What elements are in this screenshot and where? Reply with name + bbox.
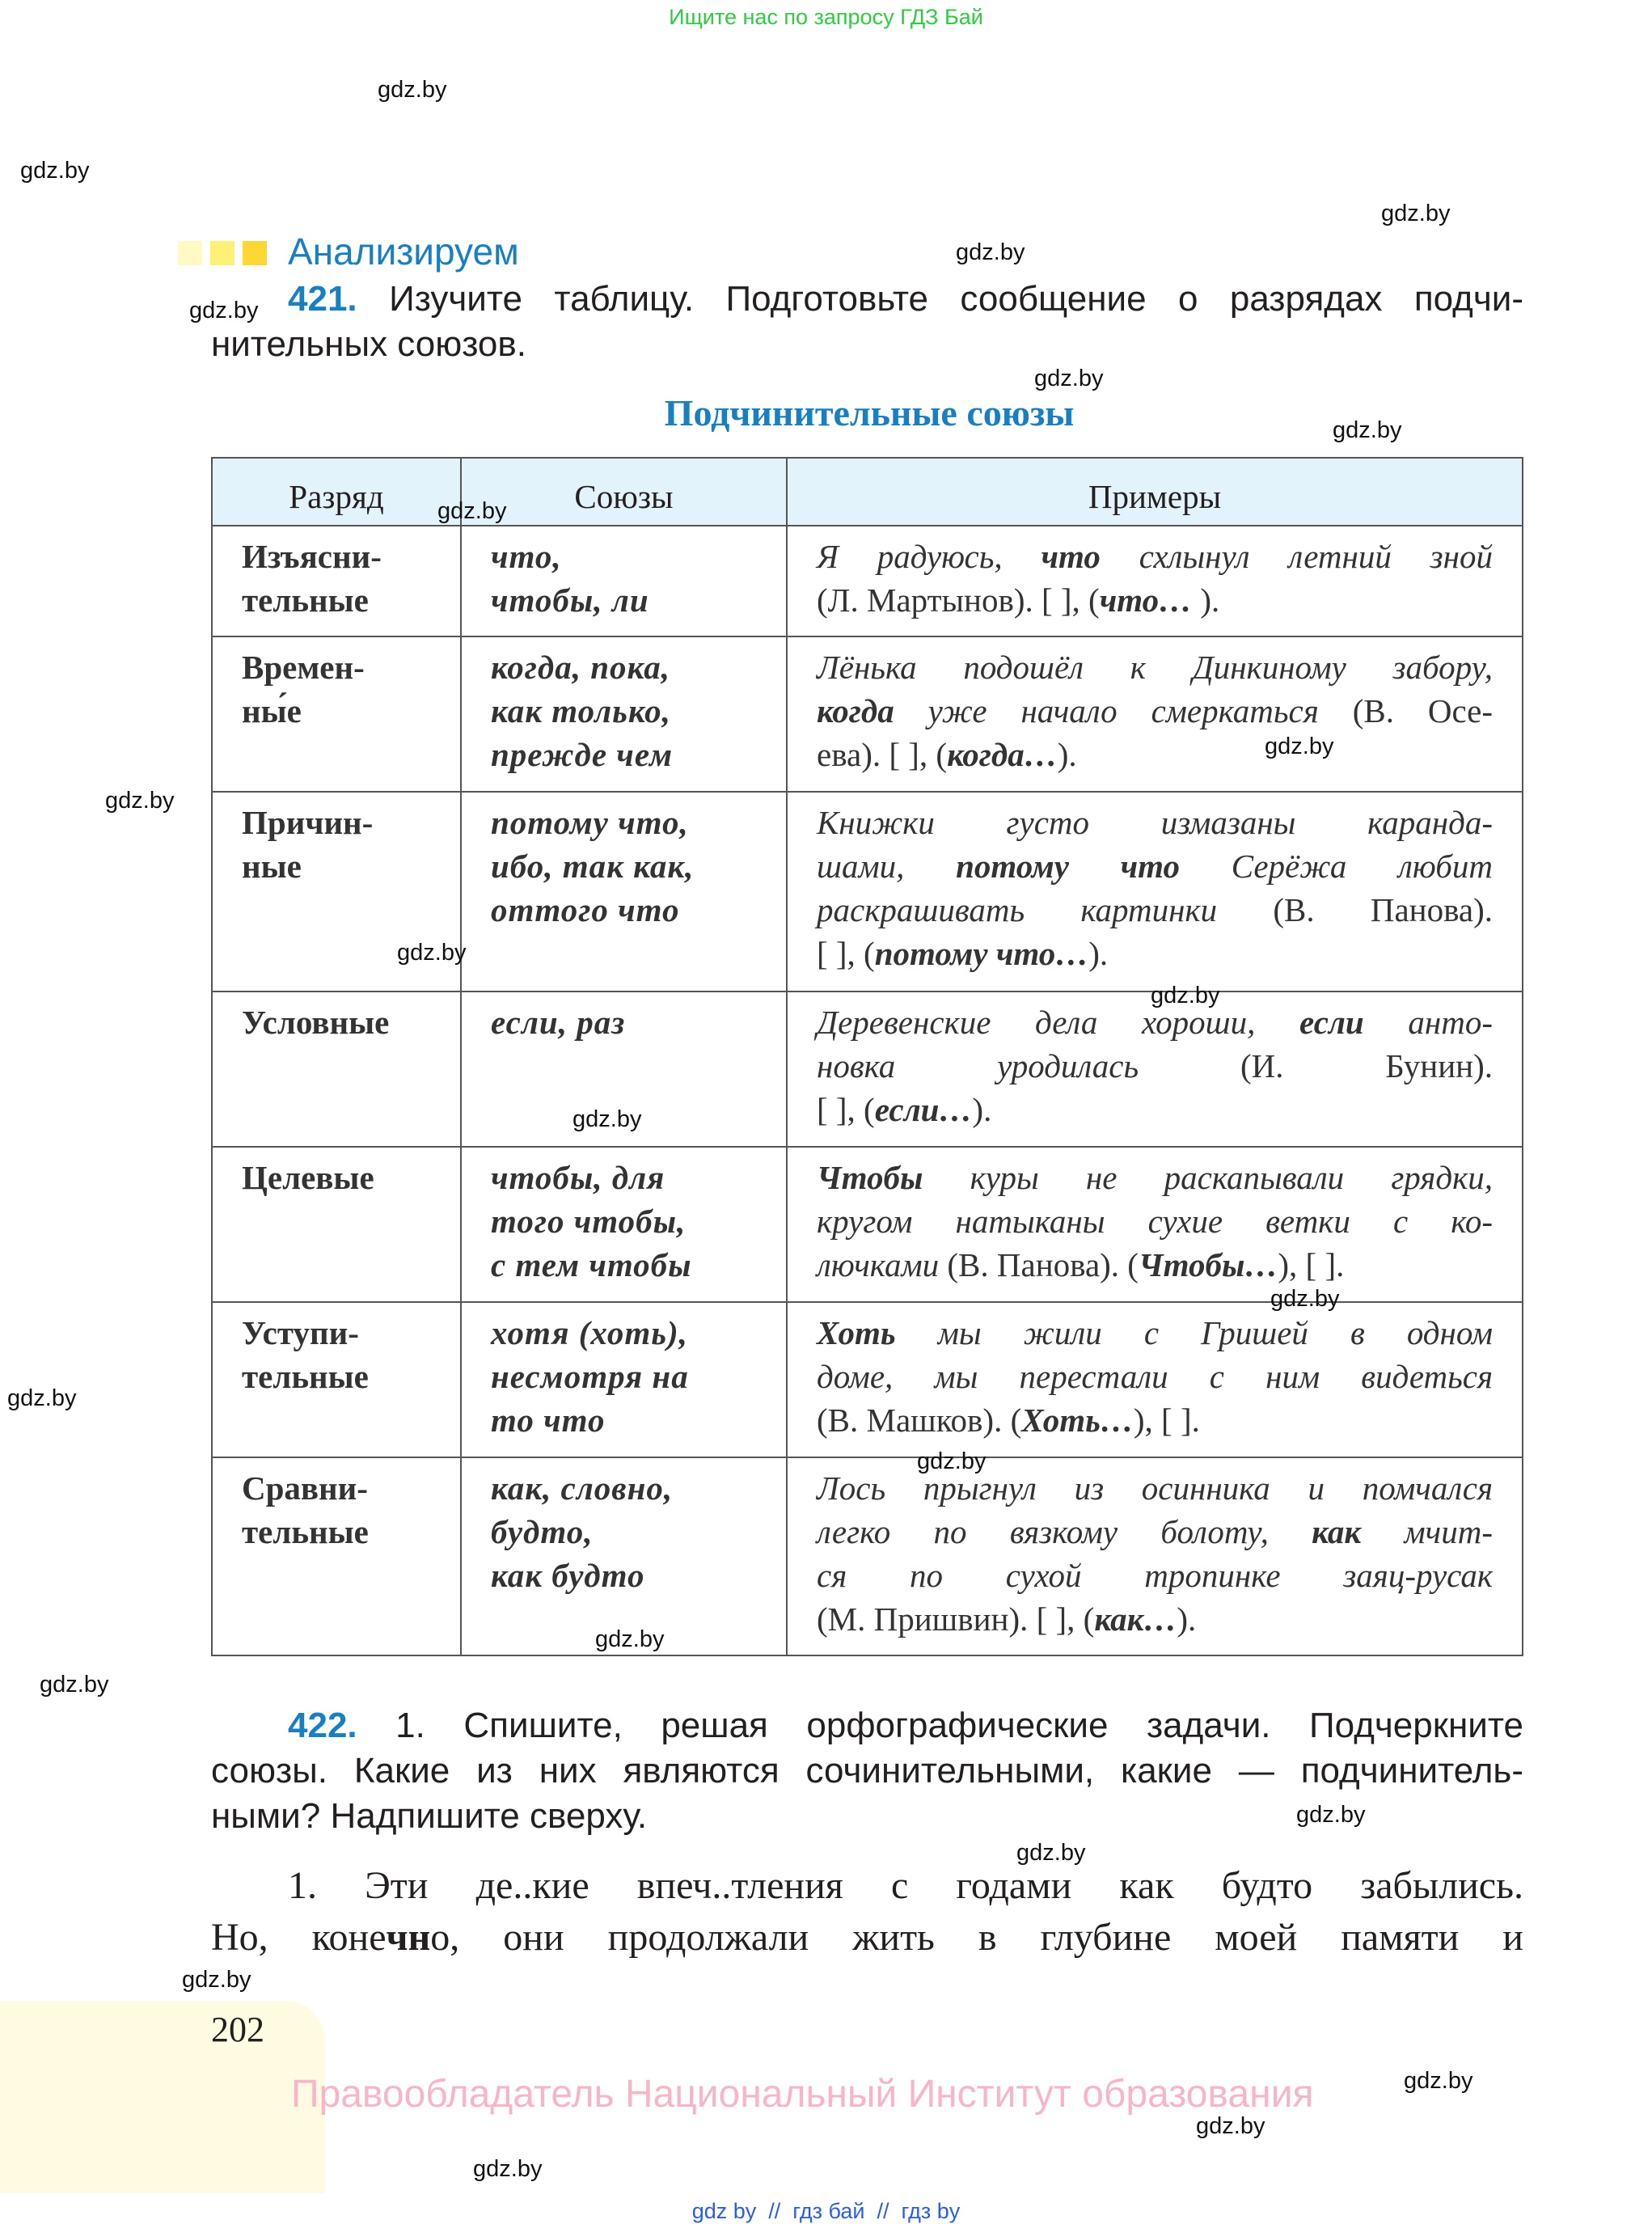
task-number: 421. [288,279,357,319]
example-text: Лёнька подошёл к Динкиному забору, [817,649,1493,686]
example-text: шами, [817,848,957,885]
example-conjunction: Хоть [817,1314,896,1351]
copyright-notice: Правообладатель Национальный Институт образования [291,2073,1314,2116]
header-conjunctions: Союзы [461,458,787,526]
conjunction-line: прежде чем [491,736,674,773]
example-line [817,1398,1493,1442]
watermark: gdz.by [20,158,90,184]
conjunctions-cell [461,1302,787,1457]
watermark: gdz.by [1265,734,1334,759]
example-line [817,1088,1493,1131]
marker-square [210,241,234,265]
conjunction-line: хотя (хоть), [491,1314,688,1351]
sentence-line: 1. Эти де..кие впеч..тления с годами как будто забылись. [288,1864,1523,1907]
footer-links[interactable]: gdz by // гдз бай // гдз by [691,2199,961,2223]
example-text: раскрашивать картинки [817,891,1218,928]
example-conjunction: потому что [956,848,1181,885]
top-search-note: Ищите нас по запросу ГДЗ Бай [669,5,983,29]
example-conjunction: как… [1094,1600,1177,1638]
example-cell [787,636,1523,792]
example-text: схлынул летний зной [1100,538,1493,575]
example-line [817,1554,1493,1597]
conjunction-line: ибо, так как, [491,848,695,885]
example-line [817,844,1493,888]
example-conjunction: потому что… [874,935,1089,972]
table-row [212,1147,1523,1302]
watermark: gdz.by [189,298,259,323]
example-text: ). [1088,935,1109,972]
example-cell [787,991,1523,1147]
task-text: союзы. Какие из них являются сочинительными, какие — подчинитель- [211,1751,1523,1791]
watermark: gdz.by [1196,2113,1265,2139]
category-line: Причин- [242,804,374,841]
watermark: gdz.by [1333,417,1402,443]
example-text: Серёжа любит [1180,848,1493,885]
header-examples: Примеры [787,458,1523,526]
watermark: gdz.by [40,1672,109,1698]
example-line [817,1044,1493,1088]
example-line [817,1156,1493,1199]
example-text: [ ], ( [817,1091,875,1128]
example-line [817,645,1493,689]
example-text: Лось прыгнул из осинника и помчался [817,1469,1493,1507]
example-text: легко по вязкому болоту, [817,1513,1312,1550]
conjunctions-table [211,457,1523,1656]
example-cell [787,792,1523,991]
example-text: ), [ ]. [1133,1402,1200,1439]
example-text: (В. Панова). [1217,891,1494,928]
conjunction-line: как, словно, [491,1469,674,1507]
example-text: Деревенские дела хороши, [817,1004,1300,1041]
example-text: ). [1057,736,1077,773]
watermark: gdz.by [182,1967,251,1993]
category-line: тельные [242,581,369,619]
category-cell [212,636,461,792]
example-text: (В. Панова). ( [939,1246,1139,1283]
example-line [817,578,1493,622]
example-text: ). [1177,1600,1197,1638]
example-line [817,1510,1493,1554]
category-cell [212,1457,461,1655]
conjunction-line: когда, пока, [491,649,671,686]
example-conjunction: если [1299,1004,1364,1041]
example-line [817,932,1493,975]
example-conjunction: что… [1099,581,1201,619]
category-line: Времен- [242,649,365,686]
example-line [817,1597,1493,1641]
example-line [817,1199,1493,1243]
conjunction-line: что, [491,538,562,575]
sentence-part-bold: чн [386,1916,431,1959]
conjunction-line: как будто [491,1557,645,1594]
conjunction-line: того чтобы, [491,1203,687,1240]
example-cell [787,1302,1523,1457]
watermark: gdz.by [1151,983,1220,1008]
conjunction-line: оттого что [491,891,680,928]
table-row [212,526,1523,636]
example-cell [787,1147,1523,1302]
watermark: gdz.by [473,2156,543,2182]
page-corner-decoration [0,2001,325,2193]
category-line: Целевые [242,1159,374,1196]
page-number: 202 [211,2010,264,2049]
example-text: Книжки густо измазаны каранда- [817,804,1493,841]
example-conjunction: когда… [947,736,1058,773]
table-row [212,1302,1523,1457]
conjunction-line: с тем чтобы [491,1246,692,1283]
marker-square [243,241,267,265]
watermark: gdz.by [1270,1286,1340,1312]
example-text: (В. Осе- [1318,692,1493,729]
example-line [817,801,1493,844]
section-title: Анализируем [288,230,519,273]
example-conjunction: если… [874,1091,973,1128]
example-line [817,535,1493,578]
watermark: gdz.by [7,1385,77,1411]
example-conjunction: когда [817,692,894,729]
conjunctions-cell [461,636,787,792]
example-conjunction: Чтобы [817,1159,923,1196]
example-line [817,1243,1493,1287]
category-line: ны́е [242,692,302,729]
example-cell [787,526,1523,636]
category-line: тельные [242,1513,369,1550]
example-text: анто- [1363,1004,1493,1041]
example-text: (В. Машков). ( [817,1402,1022,1439]
example-text: куры не раскапывали грядки, [923,1159,1493,1196]
conjunction-line: если, раз [491,1004,626,1041]
example-line [817,888,1493,932]
example-line [817,689,1493,733]
watermark: gdz.by [595,1626,665,1652]
category-cell [212,1147,461,1302]
example-conjunction: Чтобы… [1138,1246,1278,1283]
example-cell [787,1457,1523,1655]
conjunction-line: потому что, [491,804,689,841]
header-category: Разряд [212,458,461,526]
exercise-sentence [211,1860,1523,1964]
conjunction-line: как только, [491,692,671,729]
example-text: [ ], ( [817,935,875,972]
watermark: gdz.by [105,788,175,814]
example-line [817,1311,1493,1355]
watermark: gdz.by [1016,1840,1086,1866]
task-421 [211,277,1523,367]
table-row [212,991,1523,1147]
task-text: 1. Спишите, решая орфографические задачи. Подчеркните [395,1706,1523,1745]
example-text: мчит- [1361,1513,1493,1550]
conjunction-line: то что [491,1402,606,1439]
watermark: gdz.by [378,77,447,103]
task-text: нительных союзов. [211,324,527,364]
marker-square [178,241,202,265]
watermark: gdz.by [956,239,1025,265]
category-line: тельные [242,1358,369,1395]
section-marker [178,241,267,265]
example-conjunction: что [1041,538,1101,575]
example-conjunction: как [1312,1513,1362,1550]
conjunction-line: чтобы, ли [491,581,649,619]
example-text: доме, мы перестали с ним видеться [817,1358,1493,1395]
example-text: ева). [ ], ( [817,736,948,773]
watermark: gdz.by [1404,2068,1473,2094]
table-row [212,1457,1523,1655]
task-number: 422. [288,1706,357,1745]
category-cell [212,991,461,1147]
example-text: (Л. Мартынов). [ ], ( [817,581,1100,619]
example-text: (И. Бунин). [1139,1047,1493,1085]
conjunction-line: чтобы, для [491,1159,665,1196]
watermark: gdz.by [917,1448,987,1474]
watermark: gdz.by [1381,201,1451,226]
example-text: ). [1200,581,1220,619]
category-cell [212,1302,461,1457]
example-text: кругом натыканы сухие ветки с ко- [817,1203,1493,1240]
table-row [212,636,1523,792]
conjunction-line: будто, [491,1513,594,1550]
example-text: Я радуюсь, [817,538,1041,575]
category-line: Условные [242,1004,390,1041]
sentence-part: Но, коне [211,1916,387,1959]
watermark: gdz.by [1034,366,1104,391]
example-line [817,1355,1493,1398]
example-line [817,733,1493,776]
sentence-part: о, они продолжали жить в глубине моей памяти и [430,1916,1523,1959]
task-text: Изучите таблицу. Подготовьте сообщение о разрядах подчи- [389,279,1523,319]
category-cell [212,526,461,636]
example-text: лючками [817,1246,940,1283]
category-line: Изъясни- [242,538,382,575]
conjunction-line: несмотря на [491,1358,689,1395]
watermark: gdz.by [572,1106,642,1132]
category-line: Сравни- [242,1469,368,1507]
task-text: ными? Надпишите сверху. [211,1796,648,1836]
example-text: (М. Пришвин). [ ], ( [817,1600,1095,1638]
example-text: новка уродилась [817,1047,1139,1085]
example-text: ся по сухой тропинке заяц-русак [817,1557,1493,1594]
conjunctions-cell [461,1147,787,1302]
table-title: Подчинительные союзы [664,392,1075,433]
watermark: gdz.by [1296,1802,1366,1828]
watermark: gdz.by [397,940,467,966]
conjunctions-cell [461,792,787,991]
watermark: gdz.by [437,498,507,524]
example-text: ). [972,1091,992,1128]
category-line: ные [242,848,302,885]
category-line: Уступи- [242,1314,359,1351]
example-text: мы жили с Гришей в одном [895,1314,1493,1351]
example-text: уже начало смеркаться [894,692,1319,729]
example-conjunction: Хоть… [1021,1402,1134,1439]
conjunctions-cell [461,526,787,636]
example-text: ), [ ]. [1278,1246,1345,1283]
